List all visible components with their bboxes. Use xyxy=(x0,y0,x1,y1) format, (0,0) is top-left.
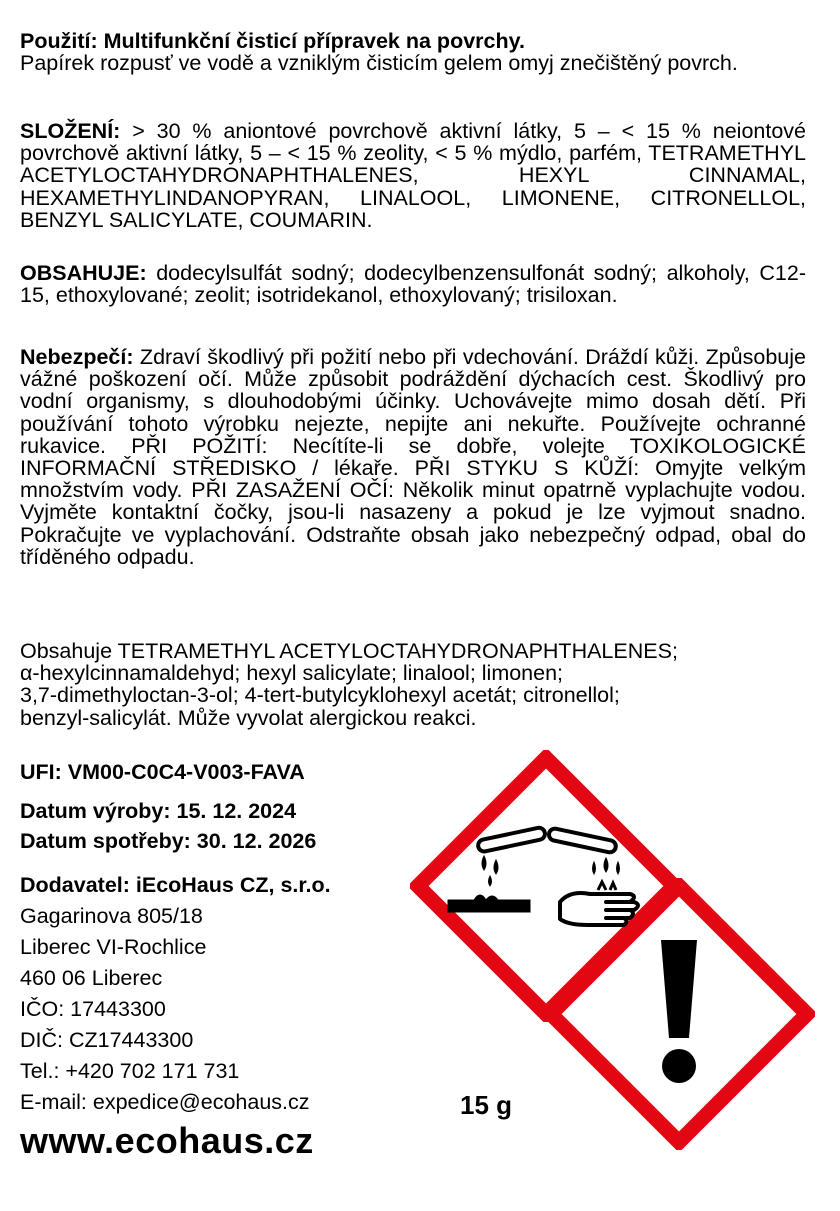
dates-block xyxy=(20,796,316,856)
expiry-date: Datum spotřeby: 30. 12. 2026 xyxy=(20,829,317,853)
website-link[interactable]: www.ecohaus.cz xyxy=(20,1120,314,1161)
supplier-district: Liberec VI-Rochlice xyxy=(20,935,207,959)
ufi-code: UFI: VM00-C0C4-V003-FAVA xyxy=(20,760,305,784)
supplier-ico: IČO: 17443300 xyxy=(20,997,166,1021)
usage-section xyxy=(20,30,806,74)
allergen-line: α-hexylcinnamaldehyd; hexyl salicylate; linalool; limonen; xyxy=(20,661,564,686)
contains-section xyxy=(20,262,806,306)
supplier-phone: Tel.: +420 702 171 731 xyxy=(20,1059,240,1083)
supplier-city: 460 06 Liberec xyxy=(20,966,163,990)
hazard-text: Zdraví škodlivý při požití nebo při vdechování. Dráždí kůži. Způsobuje vážné poškození očí. Může způsobit podráždění dýchacích cest. Škodlivý pro vodní organismy, s dlouhodobými účinky. Uchovávejte mimo dosah dětí. Při používání tohoto výrobku nejezte, nepijte ani nekuřte. Používejte ochranné rukavice. PŘI POŽITÍ: Necítíte-li se dobře, volejte TOXIKOLOGICKÉ INFORMAČNÍ STŘEDISKO / lékaře. PŘI STYKU S KŮŽÍ: Omyjte velkým množstvím vody. PŘI ZASAŽENÍ OČÍ: Několik minut opatrně vyplachujte vodou. Vyjměte kontaktní čočky, jsou-li nasazeny a pokud je lze vyjmout snadno. Pokračujte ve vyplachování. Odstraňte obsah jako nebezpečný odpad, obal do tříděného odpadu. xyxy=(20,345,806,569)
hazard-section xyxy=(20,346,806,568)
supplier-email: E-mail: expedice@ecohaus.cz xyxy=(20,1090,310,1114)
supplier-street: Gagarinova 805/18 xyxy=(20,904,203,928)
allergen-line: benzyl-salicylát. Může vyvolat alergickou reakci. xyxy=(20,705,477,730)
contains-text: dodecylsulfát sodný; dodecylbenzensulfonát sodný; alkoholy, C12-15, ethoxylované; zeolit; isotridekanol, ethoxylovaný; trisiloxan. xyxy=(20,261,806,308)
composition-label: SLOŽENÍ: xyxy=(20,119,121,143)
supplier-dic: DIČ: CZ17443300 xyxy=(20,1028,194,1052)
composition-text: > 30 % aniontové povrchově aktivní látky, 5 – < 15 % neiontové povrchově aktivní látky, 5 – < 15 % zeolity, < 5 % mýdlo, parfém, TETRAMETHYL ACETYLOCTAHYDRONAPHTHALENES, HEXYL CINNAMAL, HEXAMETHYLINDANOPYRAN, LINALOOL, LIMONENE, CITRONELLOL, BENZYL SALICYLATE, COUMARIN. xyxy=(20,119,806,232)
composition-section xyxy=(20,120,806,231)
supplier-title: Dodavatel: iEcoHaus CZ, s.r.o. xyxy=(20,873,331,897)
production-date: Datum výroby: 15. 12. 2024 xyxy=(20,799,297,823)
contains-label: OBSAHUJE: xyxy=(20,261,147,285)
usage-text: Papírek rozpusť ve vodě a vzniklým čisticím gelem omyj znečištěný povrch. xyxy=(20,51,738,76)
allergen-line: Obsahuje TETRAMETHYL ACETYLOCTAHYDRONAPHTHALENES; xyxy=(20,639,678,663)
allergen-line: 3,7-dimethyloctan-3-ol; 4-tert-butylcyklohexyl acetát; citronellol; xyxy=(20,683,620,708)
supplier-block xyxy=(20,870,331,1118)
usage-label: Použití: Multifunkční čisticí přípravek na povrchy. xyxy=(20,29,525,53)
net-weight: 15 g xyxy=(460,1090,513,1120)
exclamation-mark-icon xyxy=(543,878,815,1150)
hazard-label: Nebezpečí: xyxy=(20,345,134,369)
allergens-section xyxy=(20,640,806,729)
